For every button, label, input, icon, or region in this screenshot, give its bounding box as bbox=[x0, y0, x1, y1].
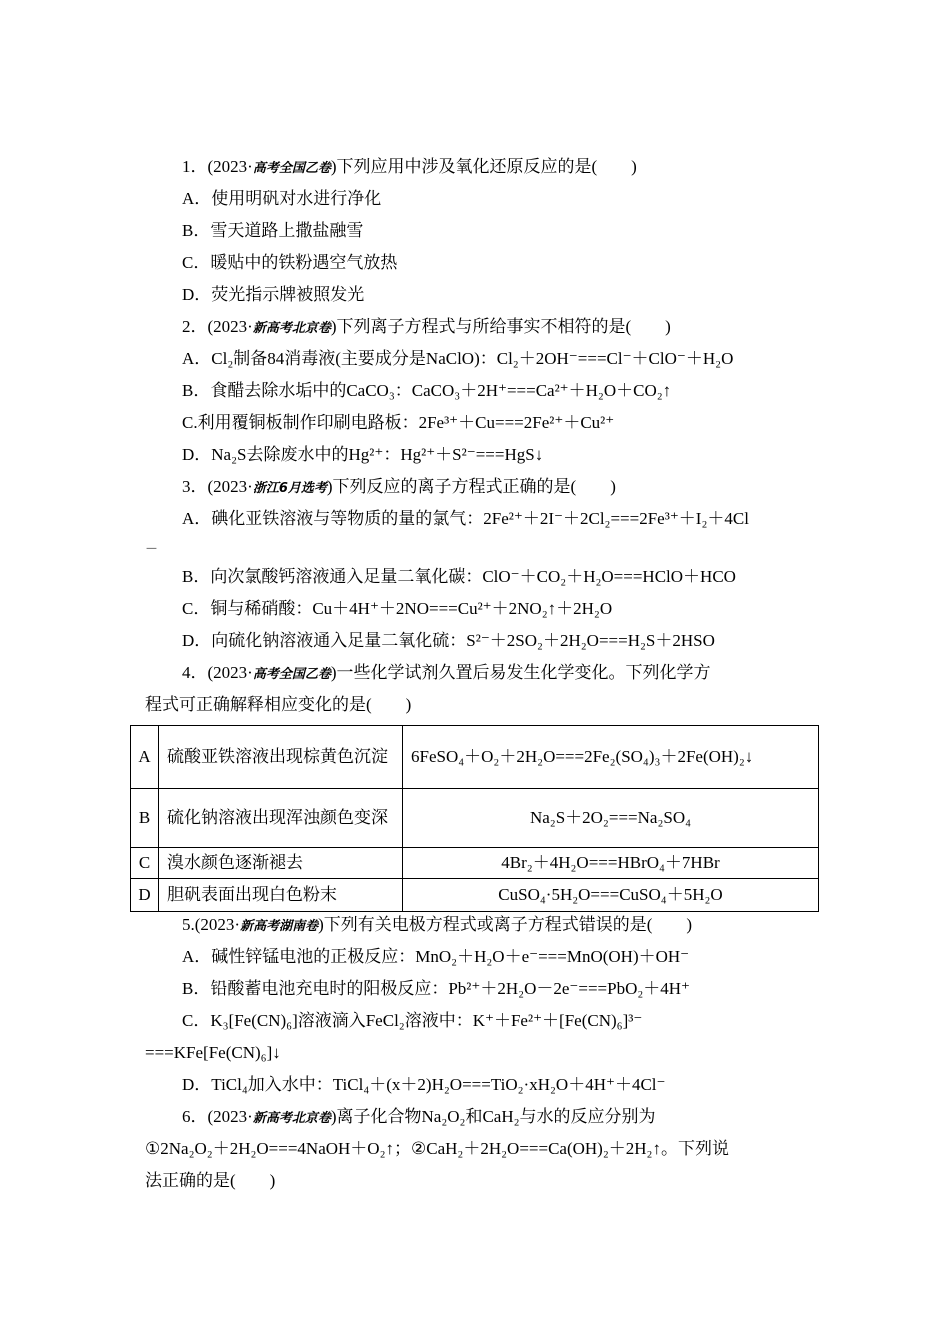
q5-option-c-continuation: ===KFe[Fe(CN)₆]↓ bbox=[145, 1043, 281, 1062]
q1-option-b: B．雪天道路上撒盐融雪 bbox=[182, 221, 364, 240]
table-equation: CuSO₄·5H₂O===CuSO₄＋5H₂O bbox=[403, 879, 819, 912]
table-desc: 胆矾表面出现白色粉末 bbox=[159, 879, 403, 912]
q2-source: 新高考北京卷 bbox=[252, 321, 331, 336]
q6-stem-line2: ①2Na₂O₂＋2H₂O===4NaOH＋O₂↑；②CaH₂＋2H₂O===Ca(OH)₂＋2H₂↑。下列说 bbox=[145, 1139, 729, 1158]
q2-option-a: A．Cl₂制备84消毒液(主要成分是NaClO)：Cl₂＋2OH⁻===Cl⁻＋ClO⁻＋H₂O bbox=[182, 349, 734, 368]
table-key: D bbox=[131, 879, 159, 912]
q3-option-c: C．铜与稀硝酸：Cu＋4H⁺＋2NO===Cu²⁺＋2NO₂↑＋2H₂O bbox=[182, 599, 613, 618]
table-key: A bbox=[131, 726, 159, 789]
q2-option-d: D．Na₂S去除废水中的Hg²⁺：Hg²⁺＋S²⁻===HgS↓ bbox=[182, 445, 544, 464]
q1-option-d: D．荧光指示牌被照发光 bbox=[182, 285, 365, 304]
q3-option-a-continuation: － bbox=[145, 541, 159, 556]
q1-source: 高考全国乙卷 bbox=[252, 161, 331, 176]
table-row bbox=[131, 848, 819, 879]
table-equation: Na₂S＋2O₂===Na₂SO₄ bbox=[403, 789, 819, 848]
q5-stem: 5.(2023·新高考湖南卷)下列有关电极方程式或离子方程式错误的是( ) bbox=[182, 915, 693, 934]
q4-table bbox=[130, 725, 819, 912]
table-key: C bbox=[131, 848, 159, 879]
table-equation: 4Br₂＋4H₂O===HBrO₄＋7HBr bbox=[403, 848, 819, 879]
q5-option-b: B．铅酸蓄电池充电时的阳极反应：Pb²⁺＋2H₂O－2e⁻===PbO₂＋4H⁺ bbox=[182, 979, 691, 998]
q3-option-d: D．向硫化钠溶液通入足量二氧化硫：S²⁻＋2SO₂＋2H₂O===H₂S＋2HSO bbox=[182, 631, 715, 650]
q6-source: 新高考北京卷 bbox=[252, 1111, 331, 1126]
q2-option-b: B．食醋去除水垢中的CaCO₃：CaCO₃＋2H⁺===Ca²⁺＋H₂O＋CO₂↑ bbox=[182, 381, 672, 400]
q3-option-b: B．向次氯酸钙溶液通入足量二氧化碳：ClO⁻＋CO₂＋H₂O===HClO＋HCO bbox=[182, 567, 736, 586]
table-equation: 6FeSO₄＋O₂＋2H₂O===2Fe₂(SO₄)₃＋2Fe(OH)₂↓ bbox=[403, 726, 819, 789]
q3-stem: 3．(2023·浙江6月选考)下列反应的离子方程式正确的是( ) bbox=[182, 477, 616, 496]
table-desc: 溴水颜色逐渐褪去 bbox=[159, 848, 403, 879]
table-row bbox=[131, 879, 819, 912]
q3-source: 浙江6月选考 bbox=[252, 481, 327, 496]
q5-option-a: A．碱性锌锰电池的正极反应：MnO₂＋H₂O＋e⁻===MnO(OH)＋OH⁻ bbox=[182, 947, 690, 966]
q1-option-a: A．使用明矾对水进行净化 bbox=[182, 189, 382, 208]
q4-source: 高考全国乙卷 bbox=[252, 667, 331, 682]
table-row bbox=[131, 789, 819, 848]
q3-option-a: A．碘化亚铁溶液与等物质的量的氯气：2Fe²⁺＋2I⁻＋2Cl₂===2Fe³⁺＋I₂＋4Cl bbox=[182, 509, 749, 528]
table-desc: 硫酸亚铁溶液出现棕黄色沉淀 bbox=[159, 726, 403, 789]
q1-stem: 1．(2023·高考全国乙卷)下列应用中涉及氧化还原反应的是( ) bbox=[182, 157, 637, 176]
q4-stem: 4．(2023·高考全国乙卷)一些化学试剂久置后易发生化学变化。下列化学方 bbox=[182, 663, 711, 682]
q2-option-c: C.利用覆铜板制作印刷电路板：2Fe³⁺＋Cu===2Fe²⁺＋Cu²⁺ bbox=[182, 413, 615, 432]
q1-option-c: C．暖贴中的铁粉遇空气放热 bbox=[182, 253, 398, 272]
table-key: B bbox=[131, 789, 159, 848]
q5-option-d: D．TiCl₄加入水中：TiCl₄＋(x＋2)H₂O===TiO₂·xH₂O＋4H⁺＋4Cl⁻ bbox=[182, 1075, 666, 1094]
q2-stem: 2．(2023·新高考北京卷)下列离子方程式与所给事实不相符的是( ) bbox=[182, 317, 671, 336]
q6-stem: 6．(2023·新高考北京卷)离子化合物Na₂O₂和CaH₂与水的反应分别为 bbox=[182, 1107, 656, 1126]
table-desc: 硫化钠溶液出现浑浊颜色变深 bbox=[159, 789, 403, 848]
q5-source: 新高考湖南卷 bbox=[240, 919, 319, 934]
q6-stem-line3: 法正确的是( ) bbox=[145, 1171, 276, 1190]
table-row bbox=[131, 726, 819, 789]
q4-stem-line2: 程式可正确解释相应变化的是( ) bbox=[145, 695, 412, 714]
q5-option-c: C．K₃[Fe(CN)₆]溶液滴入FeCl₂溶液中：K⁺＋Fe²⁺＋[Fe(CN)₆]³⁻ bbox=[182, 1011, 643, 1030]
